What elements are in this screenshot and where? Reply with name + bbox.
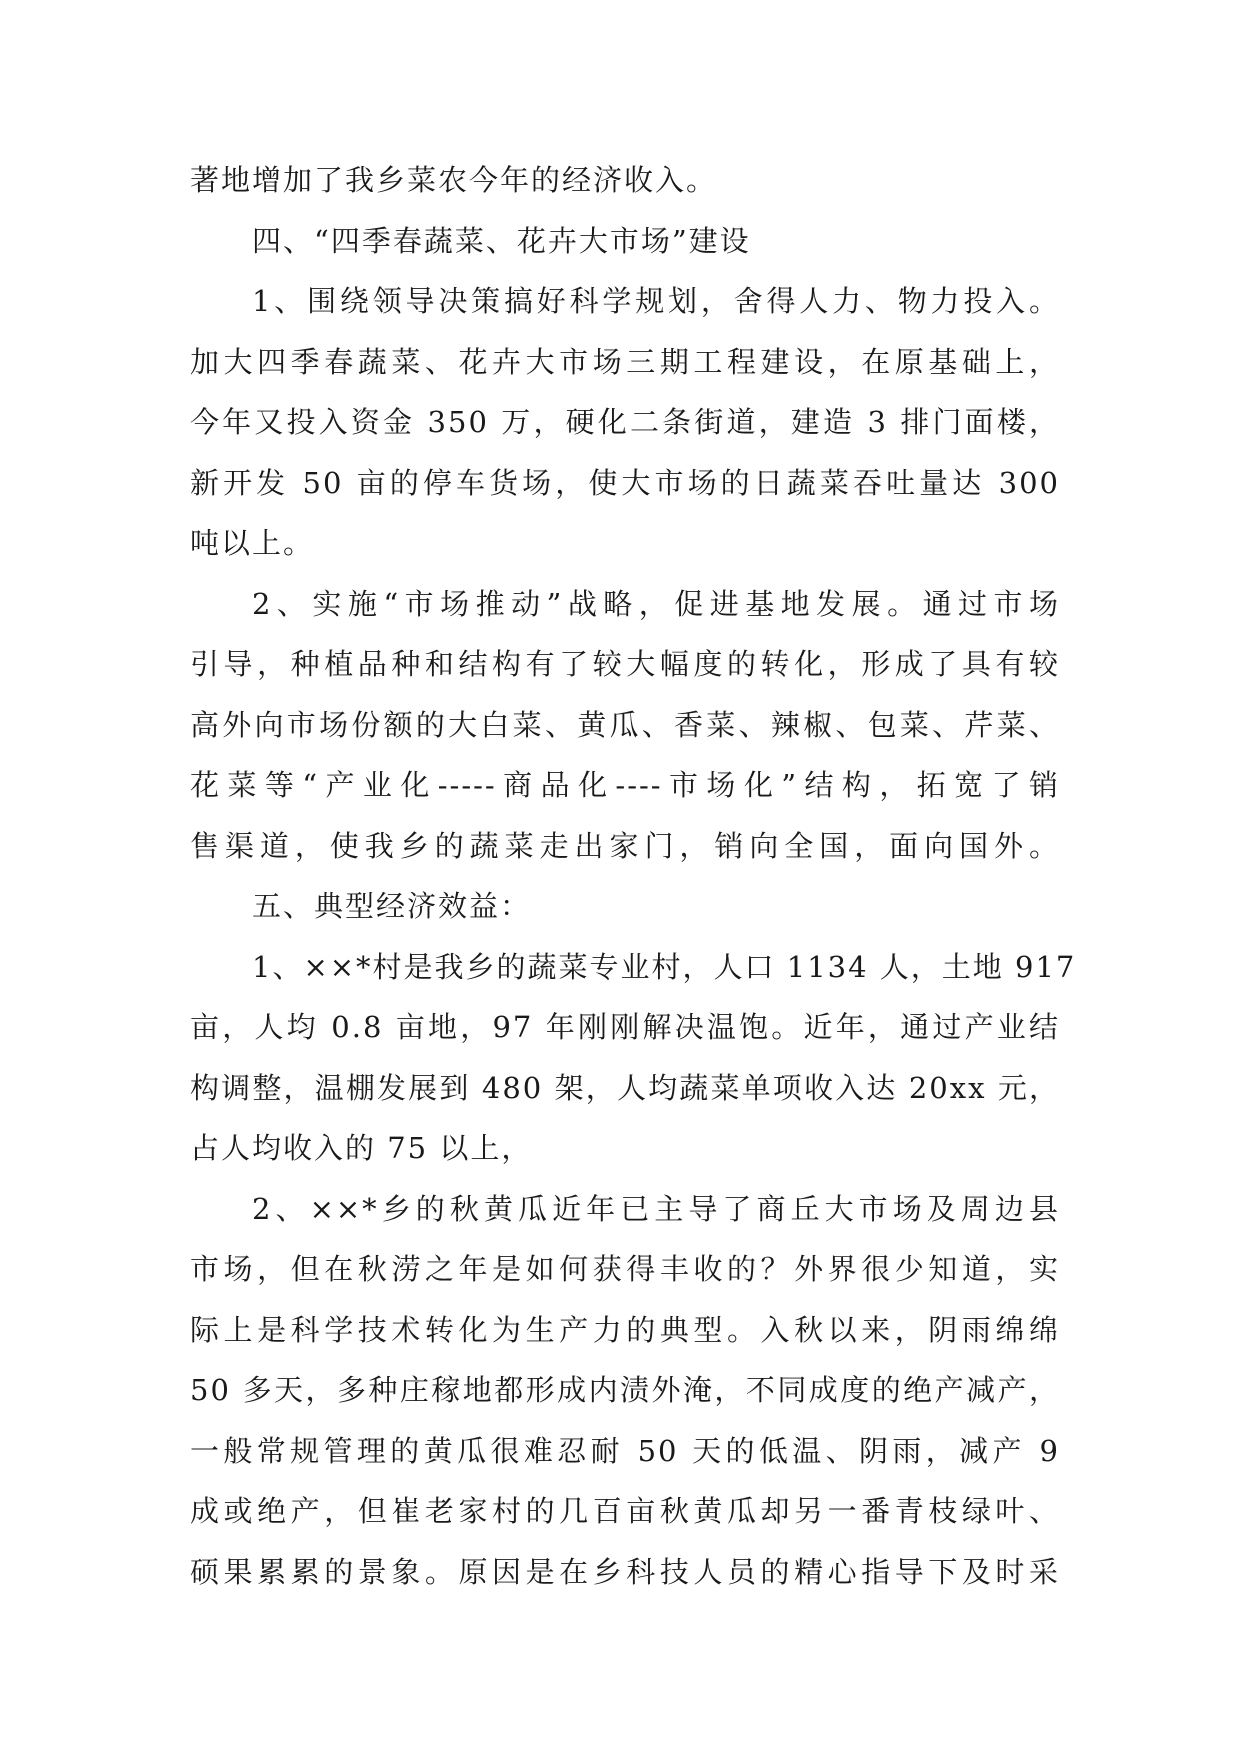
text-line: 著地增加了我乡菜农今年的经济收入。 <box>190 163 718 197</box>
text-line: 1、××*村是我乡的蔬菜专业村，人口 1134 人，土地 917 <box>252 949 1077 984</box>
text-line: 加大四季春蔬菜、花卉大市场三期工程建设，在原基础上， <box>190 344 1060 379</box>
text-line: 成或绝产，但崔老家村的几百亩秋黄瓜却另一番青枝绿叶、 <box>190 1494 1060 1528</box>
text-line: 新开发 50 亩的停车货场，使大市场的日蔬菜吞吐量达 300 <box>190 465 1060 500</box>
text-line: 亩，人均 0.8 亩地，97 年刚刚解决温饱。近年，通过产业结 <box>190 1010 1060 1044</box>
text-line: 今年又投入资金 350 万，硬化二条街道，建造 3 排门面楼， <box>190 405 1060 439</box>
text-line: 2、××*乡的秋黄瓜近年已主导了商丘大市场及周边县 <box>252 1191 1060 1226</box>
text-line: 高外向市场份额的大白菜、黄瓜、香菜、辣椒、包菜、芹菜、 <box>190 707 1060 742</box>
text-line: 一般常规管理的黄瓜很难忍耐 50 天的低温、阴雨，减产 9 <box>190 1433 1060 1468</box>
text-line: 售渠道，使我乡的蔬菜走出家门，销向全国，面向国外。 <box>190 828 1060 863</box>
text-line: 50 多天，多种庄稼地都形成内渍外淹，不同成度的绝产减产， <box>190 1373 1060 1407</box>
text-line: 1、围绕领导决策搞好科学规划，舍得人力、物力投入。 <box>252 284 1060 318</box>
document-body <box>190 150 1077 1602</box>
text-line: 吨以上。 <box>190 526 315 560</box>
text-line: 引导，种植品种和结构有了较大幅度的转化，形成了具有较 <box>190 647 1060 681</box>
text-line: 硕果累累的景象。原因是在乡科技人员的精心指导下及时采 <box>190 1554 1060 1589</box>
text-line: 际上是科学技术转化为生产力的典型。入秋以来，阴雨绵绵 <box>190 1312 1060 1347</box>
text-line: 构调整，温棚发展到 480 架，人均蔬菜单项收入达 20xx 元， <box>190 1070 1060 1105</box>
text-line: 花菜等“产业化-----商品化----市场化”结构，拓宽了销 <box>190 768 1060 802</box>
text-line: 四、“四季春蔬菜、花卉大市场”建设 <box>252 223 751 258</box>
text-line: 占人均收入的 75 以上， <box>190 1131 533 1165</box>
text-line: 五、典型经济效益： <box>252 889 532 923</box>
text-line: 市场，但在秋涝之年是如何获得丰收的？外界很少知道，实 <box>190 1252 1060 1286</box>
text-line: 2、实施“市场推动”战略，促进基地发展。通过市场 <box>252 586 1060 621</box>
